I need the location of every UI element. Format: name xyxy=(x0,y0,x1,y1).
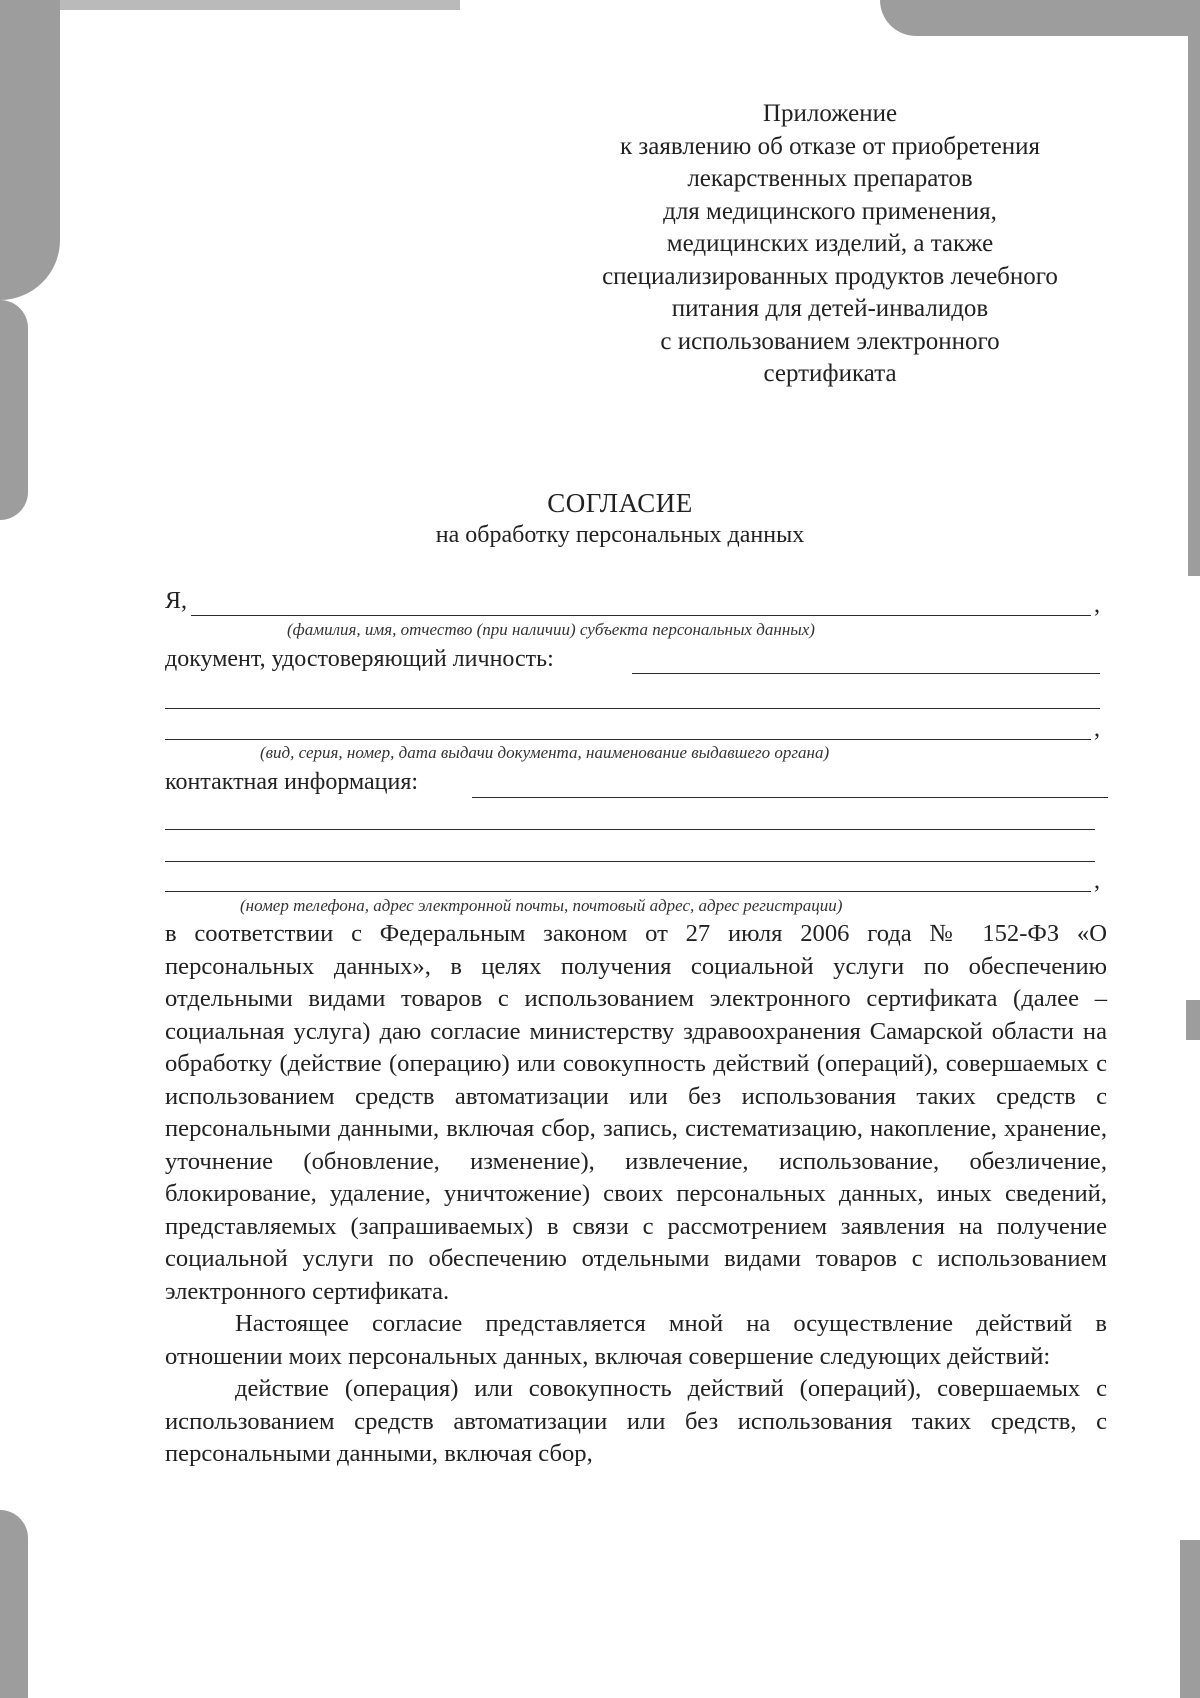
scan-edge-shadow-bottom-left xyxy=(0,1510,28,1698)
appendix-line: для медицинского применения, xyxy=(663,197,997,225)
document-title: СОГЛАСИЕ xyxy=(547,488,693,518)
appendix-line: питания для детей-инвалидов xyxy=(671,295,989,322)
scan-edge-shadow-top-left xyxy=(0,0,60,300)
contact-field-line-2[interactable] xyxy=(165,829,1095,830)
appendix-line: лекарственных препаратов xyxy=(687,165,973,192)
comma: , xyxy=(1094,592,1100,618)
contact-field-line-3[interactable] xyxy=(165,861,1095,862)
document-label: документ, удостоверяющий личность: xyxy=(165,646,554,672)
appendix-line: медицинских изделий, а также xyxy=(666,230,994,257)
appendix-line: специализированных продуктов лечебного xyxy=(602,262,1058,290)
appendix-line: к заявлению об отказе от приобретения xyxy=(620,132,1040,160)
appendix-header xyxy=(540,98,1120,391)
scan-edge-shadow-left-upper xyxy=(0,300,28,520)
appendix-line: сертификата xyxy=(763,360,897,387)
name-prefix: Я, xyxy=(165,588,188,614)
comma: , xyxy=(1094,716,1100,742)
contact-field-line-1[interactable] xyxy=(472,797,1108,798)
document-field-line-3[interactable] xyxy=(165,739,1091,740)
document-subtitle: на обработку персональных данных xyxy=(435,522,805,548)
scan-edge-shadow-right-lower xyxy=(1186,1000,1200,1040)
contact-field-hint: (номер телефона, адрес электронной почты, почтовый адрес, адрес регистрации) xyxy=(240,896,843,915)
contact-field-line-4[interactable] xyxy=(165,891,1091,892)
name-field-line[interactable] xyxy=(191,615,1091,616)
consent-paragraph-main: в соответствии с Федеральным законом от 27 июля 2006 года № 152-ФЗ «О персональных данных», в целях получения социальной услуги по обеспечению отдельными видами товаров с использованием электронного сертификата (далее –социальная услуга) даю согласие министерству здравоохранения Самарской области на обработку (действие (операцию) или совокупность действий (операций), совершаемых с использованием средств автоматизации или без использования таких средств с персональными данными, включая сбор, запись, систематизацию, накопление, хранение, уточнение (обновление, изменение), извлечение, использование, обезличение, блокирование, удаление, уничтожение) своих персональных данных, иных сведений, представляемых (запрашиваемых) в связи с рассмотрением заявления на получение социальной услуги по обеспечению отдельными видами товаров с использованием электронного сертификата. xyxy=(165,920,1107,1305)
consent-paragraph-operations: действие (операция) или совокупность действий (операций), совершаемых с использованием средств автоматизации или без использования таких средств, с персональными данными, включая сбор, xyxy=(165,1375,1107,1467)
contact-label: контактная информация: xyxy=(165,769,419,795)
document-field-line-1[interactable] xyxy=(632,673,1100,674)
document-field-line-2[interactable] xyxy=(165,708,1100,709)
comma: , xyxy=(1094,868,1100,894)
scan-edge-shadow-top-right xyxy=(880,0,1200,36)
scan-edge-shadow-bottom-right xyxy=(1180,1540,1200,1698)
consent-paragraph-actions: Настоящее согласие представляется мной на осуществление действий в отношении моих персональных данных, включая совершение следующих действий: xyxy=(165,1310,1107,1370)
scan-edge-shadow-top-strip xyxy=(60,0,460,10)
document-field-hint: (вид, серия, номер, дата выдачи документа, наименование выдавшего органа) xyxy=(260,743,830,762)
appendix-line: Приложение xyxy=(762,100,898,127)
consent-body xyxy=(165,918,1107,1471)
name-field-hint: (фамилия, имя, отчество (при наличии) субъекта персональных данных) xyxy=(287,620,815,639)
appendix-line: с использованием электронного xyxy=(660,327,1000,355)
